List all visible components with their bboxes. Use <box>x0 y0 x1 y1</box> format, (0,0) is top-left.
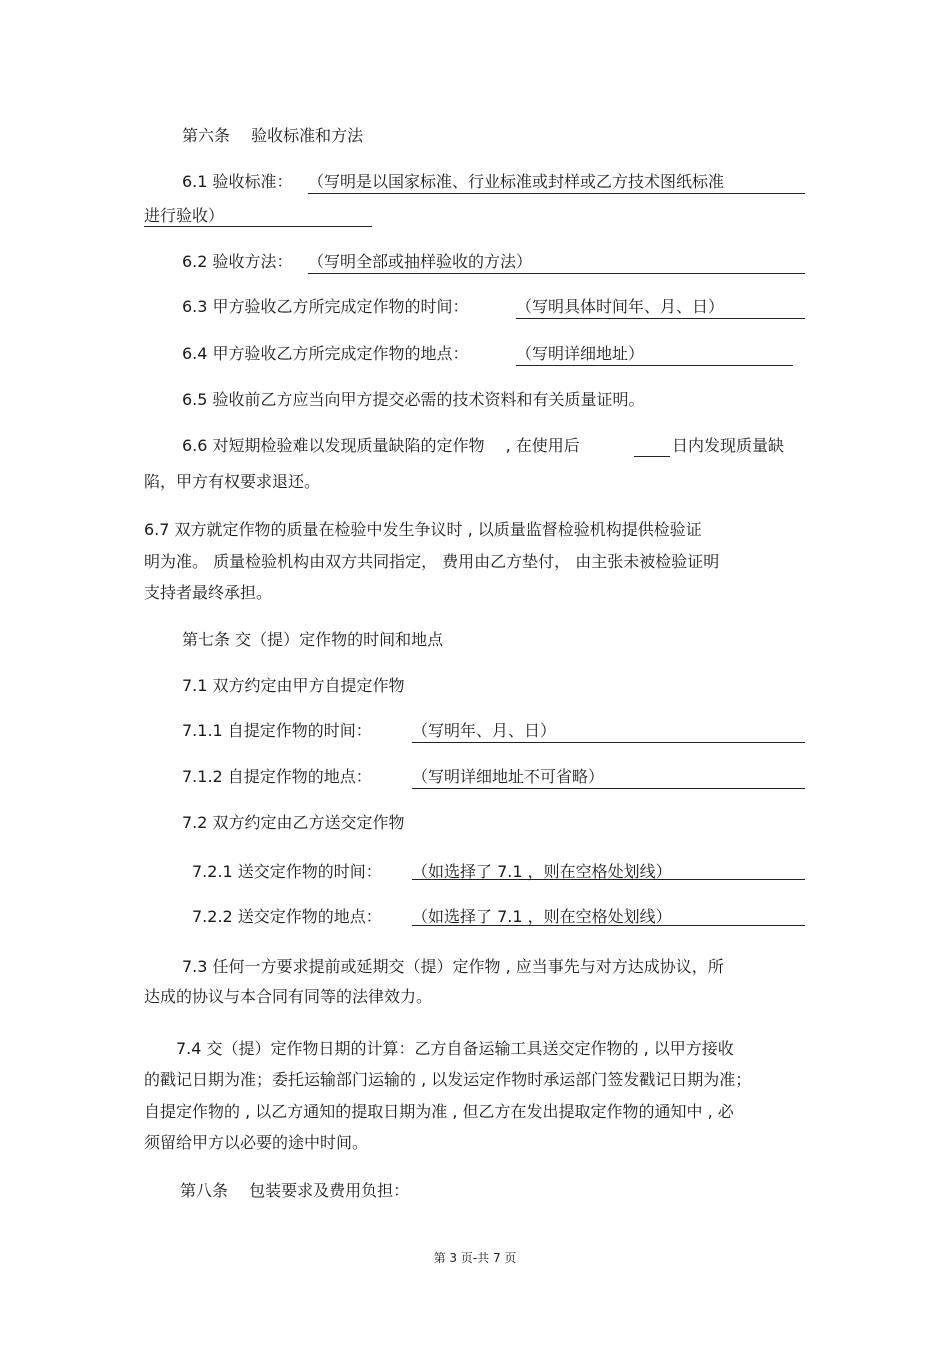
clause-6-4-fill: （写明详细地址） <box>516 344 645 363</box>
page-number-footer: 第 3 页-共 7 页 <box>433 1251 517 1265</box>
clause-6-5: 6.5 验收前乙方应当向甲方提交必需的技术资料和有关质量证明。 <box>182 390 645 409</box>
clause-7-2-1-underline <box>412 879 805 880</box>
clause-7-2-2-underline <box>412 925 805 926</box>
clause-6-3-underline <box>516 318 805 319</box>
clause-7-4-line2: 的戳记日期为准；委托运输部门运输的 , 以发运定作物时承运部门签发戳记日期为准； <box>144 1070 752 1089</box>
clause-6-1-fill-line2: 进行验收） <box>144 206 225 225</box>
clause-6-3-label: 6.3 甲方验收乙方所完成定作物的时间： <box>182 297 469 316</box>
clause-7-2-1-fill: （如选择了 7.1 ，则在空格处划线） <box>412 862 672 881</box>
clause-6-1-underline-2 <box>144 226 372 227</box>
article-8-heading: 第八条 包装要求及费用负担： <box>180 1181 410 1200</box>
clause-6-6-blank <box>634 456 670 457</box>
clause-7-3-line2: 达成的协议与本合同有同等的法律效力。 <box>144 987 433 1006</box>
clause-6-3-fill: （写明具体时间年、月、日） <box>516 297 725 316</box>
clause-7-2: 7.2 双方约定由乙方送交定作物 <box>182 813 405 832</box>
clause-6-1-fill-line1: （写明是以国家标准、行业标准或封样或乙方技术图纸标准 <box>308 172 725 191</box>
clause-6-6-line1-a: 6.6 对短期检验难以发现质量缺陷的定作物 , 在使用后 <box>182 436 580 455</box>
clause-6-7-line2: 明为准。 质量检验机构由双方共同指定， 费用由乙方垫付， 由主张未被检验证明 <box>144 552 720 571</box>
clause-6-1-underline-1 <box>308 193 805 194</box>
article-7-heading: 第七条 交（提）定作物的时间和地点 <box>182 630 444 649</box>
article-6-heading: 第六条 验收标准和方法 <box>182 126 364 145</box>
clause-6-7-line1: 6.7 双方就定作物的质量在检验中发生争议时 , 以质量监督检验机构提供检验证 <box>144 520 702 539</box>
clause-6-1-label: 6.1 验收标准： <box>182 172 293 191</box>
clause-7-2-1-label: 7.2.1 送交定作物的时间： <box>192 862 382 881</box>
clause-6-2-underline <box>308 273 805 274</box>
clause-7-2-2-label: 7.2.2 送交定作物的地点： <box>192 907 382 926</box>
clause-6-2-label: 6.2 验收方法： <box>182 252 293 271</box>
clause-7-4-line1: 7.4 交（提）定作物日期的计算：乙方自备运输工具送交定作物的 , 以甲方接收 <box>176 1039 734 1058</box>
clause-6-7-line3: 支持者最终承担。 <box>144 583 273 602</box>
clause-7-1-2-underline <box>412 788 805 789</box>
clause-7-4-line4: 须留给甲方以必要的途中时间。 <box>144 1133 369 1152</box>
clause-6-4-underline <box>516 365 793 366</box>
clause-6-6-line1-b: 日内发现质量缺 <box>672 436 785 455</box>
clause-7-4-line3: 自提定作物的 , 以乙方通知的提取日期为准 , 但乙方在发出提取定作物的通知中 , 必 <box>144 1102 734 1121</box>
clause-6-6-line2: 陷，甲方有权要求退还。 <box>144 472 321 491</box>
clause-7-1-2-fill: （写明详细地址不可省略） <box>412 767 605 786</box>
clause-7-1-2-label: 7.1.2 自提定作物的地点： <box>182 767 372 786</box>
clause-7-1-1-underline <box>412 742 805 743</box>
clause-7-1: 7.1 双方约定由甲方自提定作物 <box>182 676 405 695</box>
clause-7-1-1-label: 7.1.1 自提定作物的时间： <box>182 721 372 740</box>
clause-7-1-1-fill: （写明年、月、日） <box>412 721 557 740</box>
clause-6-2-fill: （写明全部或抽样验收的方法） <box>308 252 533 271</box>
clause-7-3-line1: 7.3 任何一方要求提前或延期交（提）定作物 , 应当事先与对方达成协议，所 <box>182 957 724 976</box>
clause-6-4-label: 6.4 甲方验收乙方所完成定作物的地点： <box>182 344 469 363</box>
clause-7-2-2-fill: （如选择了 7.1 ，则在空格处划线） <box>412 907 672 926</box>
